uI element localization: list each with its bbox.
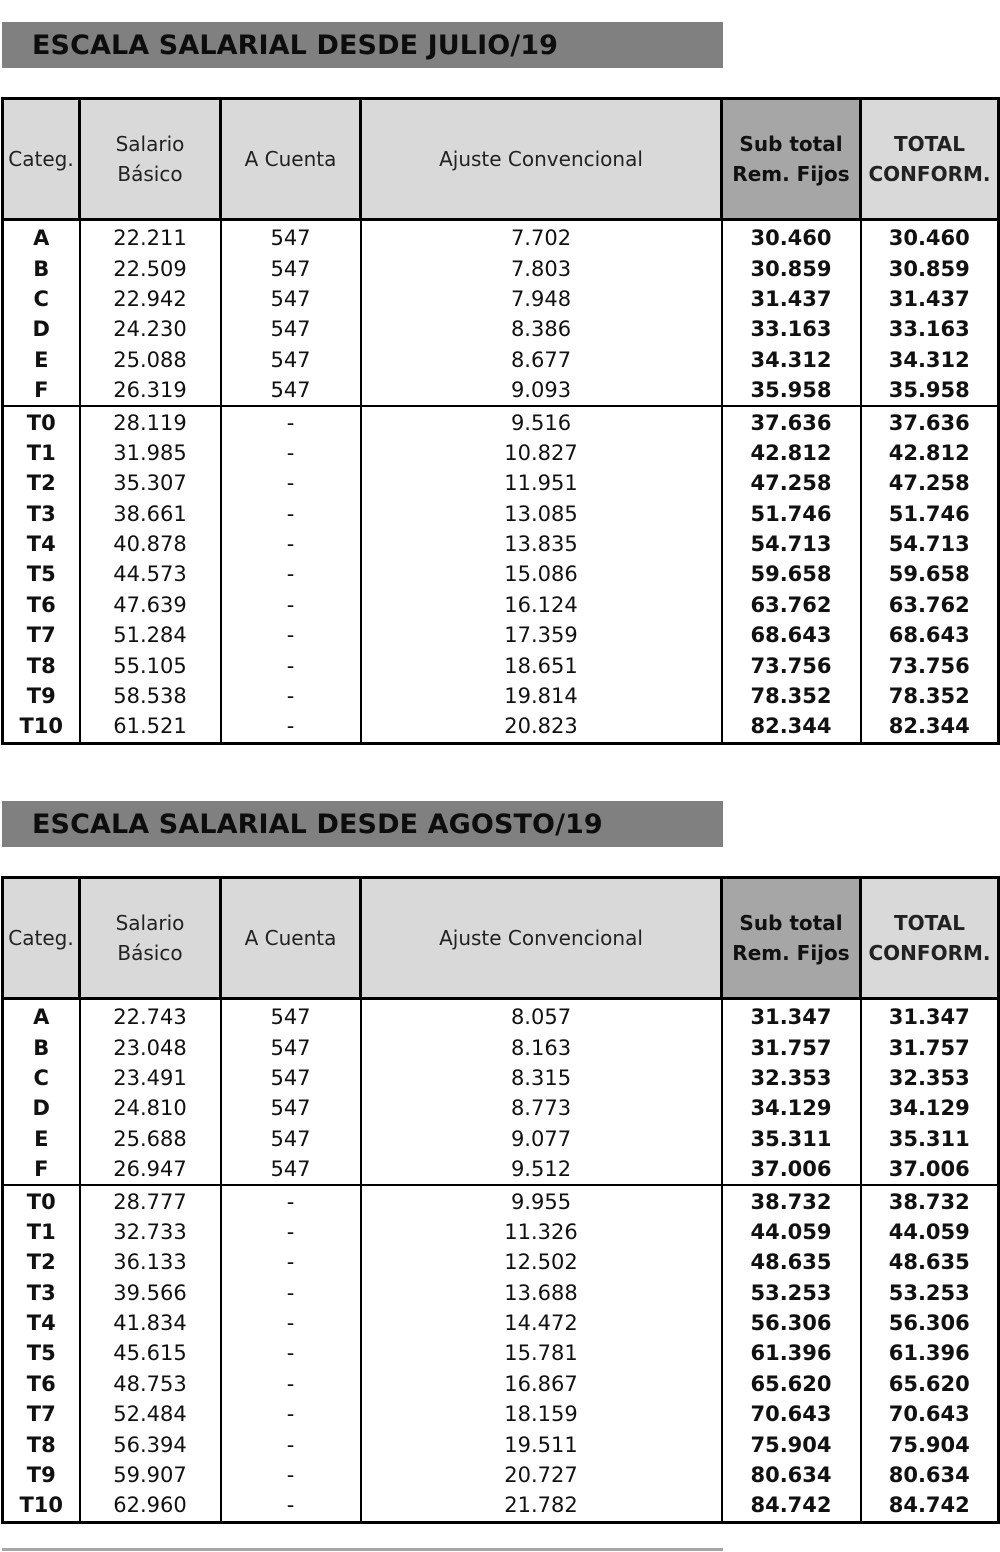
cell-categ: T3 <box>3 1278 80 1308</box>
cell-ajuste: 10.827 <box>361 438 722 468</box>
cell-salario-basico: 58.538 <box>80 681 221 711</box>
table-row <box>3 650 999 680</box>
cell-total: 37.636 <box>861 406 999 437</box>
cell-categ: T10 <box>3 711 80 743</box>
cell-ajuste: 13.835 <box>361 529 722 559</box>
cell-subtotal: 75.904 <box>722 1429 861 1459</box>
cell-total: 37.006 <box>861 1154 999 1185</box>
cell-salario-basico: 36.133 <box>80 1247 221 1277</box>
cell-salario-basico: 48.753 <box>80 1369 221 1399</box>
cell-ajuste: 19.814 <box>361 681 722 711</box>
cell-categ: T4 <box>3 529 80 559</box>
cell-categ: T8 <box>3 1429 80 1459</box>
cell-categ: A <box>3 999 80 1033</box>
cell-categ: F <box>3 1154 80 1185</box>
cell-subtotal: 51.746 <box>722 499 861 529</box>
cell-a-cuenta: - <box>221 468 361 498</box>
cell-subtotal: 80.634 <box>722 1460 861 1490</box>
cell-categ: A <box>3 220 80 254</box>
cell-categ: C <box>3 284 80 314</box>
cell-ajuste: 20.823 <box>361 711 722 743</box>
cell-ajuste: 9.077 <box>361 1124 722 1154</box>
table-row <box>3 711 999 743</box>
header-text: Rem. Fijos <box>732 941 850 965</box>
cell-ajuste: 13.688 <box>361 1278 722 1308</box>
cell-a-cuenta: - <box>221 1460 361 1490</box>
cell-subtotal: 70.643 <box>722 1399 861 1429</box>
cell-subtotal: 68.643 <box>722 620 861 650</box>
cell-ajuste: 8.386 <box>361 314 722 344</box>
cell-a-cuenta: - <box>221 1278 361 1308</box>
table-row <box>3 559 999 589</box>
cell-ajuste: 7.702 <box>361 220 722 254</box>
table-body <box>3 999 999 1523</box>
cell-a-cuenta: 547 <box>221 1063 361 1093</box>
cell-total: 48.635 <box>861 1247 999 1277</box>
cell-categ: D <box>3 1093 80 1123</box>
cell-ajuste: 19.511 <box>361 1429 722 1459</box>
header-text: Básico <box>117 941 183 965</box>
cell-total: 35.311 <box>861 1124 999 1154</box>
table-row <box>3 1247 999 1277</box>
table-row <box>3 620 999 650</box>
cell-subtotal: 61.396 <box>722 1338 861 1368</box>
cell-total: 82.344 <box>861 711 999 743</box>
table-row <box>3 590 999 620</box>
cell-total: 56.306 <box>861 1308 999 1338</box>
cell-total: 80.634 <box>861 1460 999 1490</box>
cell-a-cuenta: - <box>221 529 361 559</box>
cell-categ: T2 <box>3 1247 80 1277</box>
cell-subtotal: 30.460 <box>722 220 861 254</box>
header-text: Sub total <box>739 911 843 935</box>
cell-ajuste: 8.057 <box>361 999 722 1033</box>
cell-categ: T0 <box>3 406 80 437</box>
cell-salario-basico: 25.688 <box>80 1124 221 1154</box>
table-row <box>3 253 999 283</box>
cell-total: 63.762 <box>861 590 999 620</box>
cell-a-cuenta: 547 <box>221 1154 361 1185</box>
cell-total: 73.756 <box>861 650 999 680</box>
table-body <box>3 220 999 744</box>
cell-a-cuenta: 547 <box>221 314 361 344</box>
cell-total: 65.620 <box>861 1369 999 1399</box>
cell-a-cuenta: 547 <box>221 220 361 254</box>
header-a-cuenta: A Cuenta <box>221 99 361 220</box>
cell-subtotal: 53.253 <box>722 1278 861 1308</box>
cell-a-cuenta: 547 <box>221 1032 361 1062</box>
cell-a-cuenta: - <box>221 406 361 437</box>
cell-salario-basico: 24.230 <box>80 314 221 344</box>
cell-salario-basico: 62.960 <box>80 1490 221 1522</box>
header-subtotal <box>722 99 861 220</box>
cell-total: 31.347 <box>861 999 999 1033</box>
cell-salario-basico: 25.088 <box>80 345 221 375</box>
table-row <box>3 1399 999 1429</box>
cell-categ: T7 <box>3 1399 80 1429</box>
cell-total: 30.460 <box>861 220 999 254</box>
cell-a-cuenta: - <box>221 1338 361 1368</box>
cell-categ: T9 <box>3 1460 80 1490</box>
cell-a-cuenta: - <box>221 650 361 680</box>
cell-salario-basico: 39.566 <box>80 1278 221 1308</box>
cell-ajuste: 8.773 <box>361 1093 722 1123</box>
table-row <box>3 375 999 406</box>
table-row <box>3 1154 999 1185</box>
cell-salario-basico: 35.307 <box>80 468 221 498</box>
table-row <box>3 468 999 498</box>
table-row <box>3 1308 999 1338</box>
cell-salario-basico: 61.521 <box>80 711 221 743</box>
cell-a-cuenta: - <box>221 681 361 711</box>
cell-a-cuenta: 547 <box>221 345 361 375</box>
cell-salario-basico: 23.048 <box>80 1032 221 1062</box>
cell-a-cuenta: - <box>221 1217 361 1247</box>
cell-a-cuenta: - <box>221 590 361 620</box>
table-row <box>3 681 999 711</box>
table-row <box>3 1278 999 1308</box>
cell-salario-basico: 45.615 <box>80 1338 221 1368</box>
cell-salario-basico: 32.733 <box>80 1217 221 1247</box>
cell-total: 32.353 <box>861 1063 999 1093</box>
cell-ajuste: 8.677 <box>361 345 722 375</box>
cell-total: 68.643 <box>861 620 999 650</box>
cell-salario-basico: 22.211 <box>80 220 221 254</box>
cell-salario-basico: 28.119 <box>80 406 221 437</box>
header-ajuste: Ajuste Convencional <box>361 878 722 999</box>
cell-a-cuenta: - <box>221 1185 361 1216</box>
cell-subtotal: 34.312 <box>722 345 861 375</box>
cell-total: 35.958 <box>861 375 999 406</box>
cell-ajuste: 11.951 <box>361 468 722 498</box>
table-row <box>3 284 999 314</box>
cell-ajuste: 15.086 <box>361 559 722 589</box>
table-row <box>3 1063 999 1093</box>
cell-total: 54.713 <box>861 529 999 559</box>
cell-salario-basico: 41.834 <box>80 1308 221 1338</box>
cell-total: 38.732 <box>861 1185 999 1216</box>
cell-a-cuenta: 547 <box>221 284 361 314</box>
cell-categ: T1 <box>3 438 80 468</box>
cell-ajuste: 18.651 <box>361 650 722 680</box>
header-text: TOTAL <box>894 911 965 935</box>
cell-a-cuenta: - <box>221 1247 361 1277</box>
cell-a-cuenta: - <box>221 559 361 589</box>
cell-a-cuenta: 547 <box>221 1124 361 1154</box>
table-row <box>3 529 999 559</box>
cell-total: 53.253 <box>861 1278 999 1308</box>
cell-categ: B <box>3 1032 80 1062</box>
cell-subtotal: 38.732 <box>722 1185 861 1216</box>
cell-categ: T0 <box>3 1185 80 1216</box>
cell-salario-basico: 51.284 <box>80 620 221 650</box>
header-text: Básico <box>117 162 183 186</box>
cell-subtotal: 48.635 <box>722 1247 861 1277</box>
cell-a-cuenta: - <box>221 1308 361 1338</box>
cell-ajuste: 9.093 <box>361 375 722 406</box>
cell-salario-basico: 26.947 <box>80 1154 221 1185</box>
cell-a-cuenta: - <box>221 1490 361 1522</box>
cell-categ: E <box>3 345 80 375</box>
cell-ajuste: 17.359 <box>361 620 722 650</box>
cell-categ: T8 <box>3 650 80 680</box>
cell-categ: T7 <box>3 620 80 650</box>
section-banner-agosto <box>2 801 723 847</box>
cell-a-cuenta: - <box>221 1399 361 1429</box>
table-row <box>3 406 999 437</box>
cell-total: 31.757 <box>861 1032 999 1062</box>
cell-salario-basico: 22.743 <box>80 999 221 1033</box>
cell-subtotal: 63.762 <box>722 590 861 620</box>
cell-total: 61.396 <box>861 1338 999 1368</box>
table-row <box>3 1490 999 1522</box>
cell-categ: T10 <box>3 1490 80 1522</box>
cell-total: 75.904 <box>861 1429 999 1459</box>
cell-categ: E <box>3 1124 80 1154</box>
cell-total: 70.643 <box>861 1399 999 1429</box>
cell-total: 34.312 <box>861 345 999 375</box>
cell-categ: T4 <box>3 1308 80 1338</box>
cell-total: 51.746 <box>861 499 999 529</box>
section-title: ESCALA SALARIAL DESDE JULIO/19 <box>32 30 559 61</box>
salary-table-agosto <box>1 876 1000 1524</box>
cell-subtotal: 31.757 <box>722 1032 861 1062</box>
header-total <box>861 99 999 220</box>
cell-ajuste: 14.472 <box>361 1308 722 1338</box>
cell-categ: F <box>3 375 80 406</box>
cell-salario-basico: 55.105 <box>80 650 221 680</box>
cell-ajuste: 9.516 <box>361 406 722 437</box>
cell-subtotal: 44.059 <box>722 1217 861 1247</box>
section-banner-julio <box>2 22 723 68</box>
cell-salario-basico: 28.777 <box>80 1185 221 1216</box>
cell-subtotal: 82.344 <box>722 711 861 743</box>
cell-ajuste: 7.803 <box>361 253 722 283</box>
cell-subtotal: 31.347 <box>722 999 861 1033</box>
cell-subtotal: 35.958 <box>722 375 861 406</box>
cell-a-cuenta: 547 <box>221 253 361 283</box>
cell-ajuste: 11.326 <box>361 1217 722 1247</box>
table-row <box>3 1124 999 1154</box>
cell-subtotal: 33.163 <box>722 314 861 344</box>
cell-total: 31.437 <box>861 284 999 314</box>
table-row <box>3 314 999 344</box>
bottom-divider <box>2 1548 723 1551</box>
table-row <box>3 1369 999 1399</box>
cell-ajuste: 9.512 <box>361 1154 722 1185</box>
table-row <box>3 499 999 529</box>
header-text: TOTAL <box>894 132 965 156</box>
cell-categ: T6 <box>3 1369 80 1399</box>
cell-a-cuenta: - <box>221 499 361 529</box>
cell-ajuste: 12.502 <box>361 1247 722 1277</box>
cell-a-cuenta: - <box>221 1369 361 1399</box>
cell-ajuste: 18.159 <box>361 1399 722 1429</box>
cell-ajuste: 9.955 <box>361 1185 722 1216</box>
header-row <box>3 99 999 220</box>
cell-ajuste: 21.782 <box>361 1490 722 1522</box>
cell-total: 34.129 <box>861 1093 999 1123</box>
cell-salario-basico: 59.907 <box>80 1460 221 1490</box>
cell-subtotal: 42.812 <box>722 438 861 468</box>
header-categ: Categ. <box>3 878 80 999</box>
cell-salario-basico: 26.319 <box>80 375 221 406</box>
cell-subtotal: 47.258 <box>722 468 861 498</box>
cell-categ: T6 <box>3 590 80 620</box>
cell-total: 59.658 <box>861 559 999 589</box>
cell-a-cuenta: - <box>221 1429 361 1459</box>
cell-salario-basico: 22.942 <box>80 284 221 314</box>
header-a-cuenta: A Cuenta <box>221 878 361 999</box>
cell-subtotal: 35.311 <box>722 1124 861 1154</box>
cell-a-cuenta: 547 <box>221 999 361 1033</box>
cell-total: 47.258 <box>861 468 999 498</box>
cell-a-cuenta: 547 <box>221 375 361 406</box>
cell-salario-basico: 24.810 <box>80 1093 221 1123</box>
table-row <box>3 999 999 1033</box>
header-categ: Categ. <box>3 99 80 220</box>
cell-a-cuenta: - <box>221 711 361 743</box>
table-row <box>3 438 999 468</box>
header-row <box>3 878 999 999</box>
cell-subtotal: 59.658 <box>722 559 861 589</box>
cell-ajuste: 20.727 <box>361 1460 722 1490</box>
cell-ajuste: 8.163 <box>361 1032 722 1062</box>
cell-subtotal: 56.306 <box>722 1308 861 1338</box>
cell-salario-basico: 38.661 <box>80 499 221 529</box>
header-text: CONFORM. <box>868 941 991 965</box>
cell-ajuste: 8.315 <box>361 1063 722 1093</box>
cell-categ: C <box>3 1063 80 1093</box>
cell-subtotal: 30.859 <box>722 253 861 283</box>
cell-categ: T2 <box>3 468 80 498</box>
header-total <box>861 878 999 999</box>
cell-categ: D <box>3 314 80 344</box>
cell-a-cuenta: - <box>221 620 361 650</box>
cell-salario-basico: 47.639 <box>80 590 221 620</box>
header-text: Salario <box>115 132 185 156</box>
table-row <box>3 220 999 254</box>
cell-total: 84.742 <box>861 1490 999 1522</box>
table-row <box>3 1460 999 1490</box>
header-text: CONFORM. <box>868 162 991 186</box>
cell-subtotal: 84.742 <box>722 1490 861 1522</box>
table-row <box>3 1032 999 1062</box>
cell-subtotal: 34.129 <box>722 1093 861 1123</box>
cell-salario-basico: 52.484 <box>80 1399 221 1429</box>
cell-categ: T5 <box>3 559 80 589</box>
table-row <box>3 1338 999 1368</box>
cell-total: 30.859 <box>861 253 999 283</box>
section-title: ESCALA SALARIAL DESDE AGOSTO/19 <box>32 809 603 840</box>
cell-salario-basico: 56.394 <box>80 1429 221 1459</box>
table-row <box>3 1093 999 1123</box>
cell-total: 33.163 <box>861 314 999 344</box>
cell-subtotal: 32.353 <box>722 1063 861 1093</box>
cell-total: 42.812 <box>861 438 999 468</box>
cell-total: 44.059 <box>861 1217 999 1247</box>
cell-salario-basico: 44.573 <box>80 559 221 589</box>
cell-total: 78.352 <box>861 681 999 711</box>
cell-ajuste: 15.781 <box>361 1338 722 1368</box>
cell-a-cuenta: 547 <box>221 1093 361 1123</box>
cell-categ: T9 <box>3 681 80 711</box>
cell-ajuste: 16.124 <box>361 590 722 620</box>
header-salario-basico <box>80 878 221 999</box>
header-text: Rem. Fijos <box>732 162 850 186</box>
cell-salario-basico: 22.509 <box>80 253 221 283</box>
header-text: Salario <box>115 911 185 935</box>
cell-subtotal: 37.006 <box>722 1154 861 1185</box>
cell-salario-basico: 31.985 <box>80 438 221 468</box>
table-row <box>3 345 999 375</box>
cell-categ: T5 <box>3 1338 80 1368</box>
cell-categ: T3 <box>3 499 80 529</box>
cell-categ: B <box>3 253 80 283</box>
cell-subtotal: 37.636 <box>722 406 861 437</box>
header-text: Sub total <box>739 132 843 156</box>
header-ajuste: Ajuste Convencional <box>361 99 722 220</box>
table-row <box>3 1185 999 1216</box>
cell-subtotal: 54.713 <box>722 529 861 559</box>
cell-salario-basico: 23.491 <box>80 1063 221 1093</box>
table-row <box>3 1217 999 1247</box>
salary-table-julio <box>1 97 1000 745</box>
cell-subtotal: 65.620 <box>722 1369 861 1399</box>
cell-ajuste: 16.867 <box>361 1369 722 1399</box>
header-salario-basico <box>80 99 221 220</box>
header-subtotal <box>722 878 861 999</box>
cell-subtotal: 73.756 <box>722 650 861 680</box>
table-row <box>3 1429 999 1459</box>
cell-subtotal: 78.352 <box>722 681 861 711</box>
cell-ajuste: 13.085 <box>361 499 722 529</box>
cell-salario-basico: 40.878 <box>80 529 221 559</box>
cell-subtotal: 31.437 <box>722 284 861 314</box>
cell-categ: T1 <box>3 1217 80 1247</box>
cell-ajuste: 7.948 <box>361 284 722 314</box>
cell-a-cuenta: - <box>221 438 361 468</box>
